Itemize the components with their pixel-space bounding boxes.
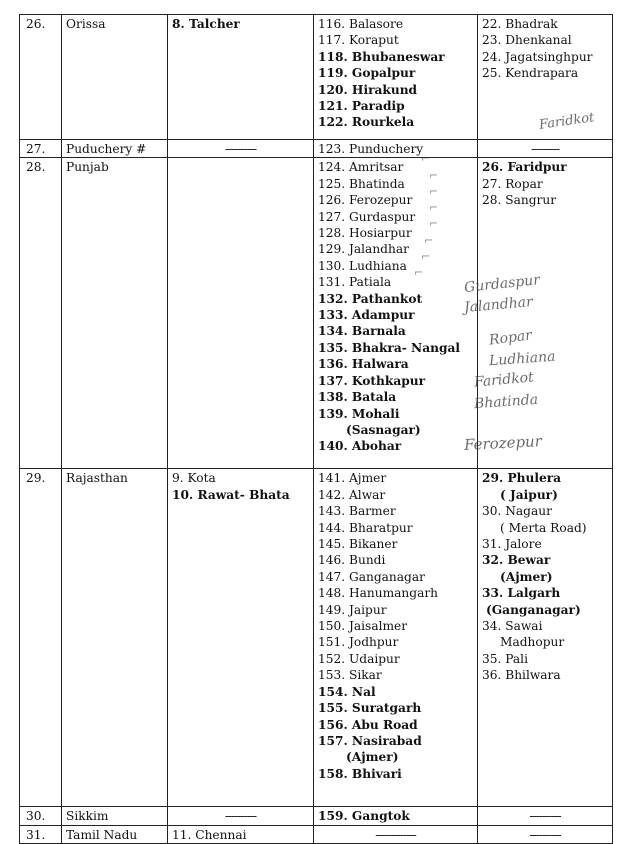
col4-cell (314, 825, 478, 843)
col4-entry: 118. Bhubaneswar (318, 49, 445, 64)
col5-entry: 36. Bhilwara (482, 668, 561, 683)
col4-entry: 139. Mohali (318, 406, 400, 421)
col3-entry: ---------- (224, 142, 257, 156)
state-name-cell: Rajasthan (62, 469, 168, 807)
col4-entry: 117. Koraput (318, 33, 399, 48)
col5-entry: 28. Sangrur (482, 193, 557, 208)
handwriting-note-2: Jalandhar (463, 294, 534, 316)
col4-entry: 150. Jaisalmer (318, 619, 408, 634)
col5-entry: 31. Jalore (482, 537, 542, 552)
col5-entry: ---------- (529, 809, 561, 824)
col4-entry: 158. Bhivari (318, 766, 402, 781)
tick-mark: ⌐ (429, 201, 439, 214)
col5-cell (478, 469, 613, 807)
col4-entry: 148. Hanumangarh (318, 586, 439, 601)
col5-entry: --------- (530, 142, 560, 156)
col5-entry: 29. Phulera (482, 471, 562, 486)
handwriting-note-5: Faridkot (473, 369, 535, 391)
col3-entry: ---------- (224, 809, 257, 824)
col4-entry: 153. Sikar (318, 668, 382, 683)
handwriting-faridkot: Faridkot (538, 110, 596, 133)
col5-entry: 22. Bhadrak (482, 17, 558, 31)
col5-entry: 27. Ropar (482, 176, 543, 191)
handwriting-note-1: Gurdaspur (463, 272, 541, 296)
table-row (20, 469, 613, 807)
col5-entry: Madhopur (500, 635, 565, 650)
tick-mark: ⌐ (429, 169, 439, 182)
tick-mark: ⌐ (429, 217, 439, 230)
col5-entry: 24. Jagatsinghpur (482, 49, 593, 64)
state-station-table (19, 14, 613, 844)
col3-cell (168, 158, 314, 469)
col4-entry: 129. Jalandhar (318, 242, 409, 257)
col4-entry: 132. Pathankot (318, 291, 423, 306)
col5-entry: 30. Nagaur (482, 504, 552, 519)
col3-cell (168, 469, 314, 807)
col4-entry: 145. Bikaner (318, 537, 398, 552)
col4-entry: 155. Suratgarh (318, 701, 422, 716)
col5-entry: ( Jaipur) (500, 487, 558, 502)
col4-entry: 128. Hosiarpur (318, 226, 412, 241)
col4-entry: 127. Gurdaspur (318, 209, 416, 224)
col4-entry: 146. Bundi (318, 553, 386, 568)
table-row (20, 158, 613, 469)
serial-number-cell: 29. (20, 469, 62, 807)
col4-entry: 119. Gopalpur (318, 66, 416, 81)
col5-cell (478, 807, 613, 825)
table-row (20, 825, 613, 843)
col4-entry: 135. Bhakra- Nangal (318, 340, 460, 355)
col4-entry: 142. Alwar (318, 487, 386, 502)
col5-entry: 25. Kendrapara (482, 66, 579, 81)
col4-entry: 159. Gangtok (318, 809, 410, 824)
col4-entry: 141. Ajmer (318, 471, 387, 486)
col5-entry: ---------- (529, 827, 561, 842)
col4-entry: ------------- (375, 827, 416, 842)
col4-entry: 143. Barmer (318, 504, 396, 519)
col4-entry: 156. Abu Road (318, 717, 418, 732)
col4-entry: 123. Punduchery (318, 142, 424, 156)
col5-entry: 26. Faridpur (482, 160, 567, 175)
col4-entry: 125. Bhatinda (318, 176, 405, 191)
col4-entry: 140. Abohar (318, 439, 402, 454)
col4-cell (314, 158, 478, 469)
col4-entry: 138. Batala (318, 390, 397, 405)
col5-cell (478, 140, 613, 158)
table-row (20, 807, 613, 825)
col4-entry: 157. Nasirabad (318, 733, 422, 748)
col4-entry: 152. Udaipur (318, 651, 400, 666)
col5-entry: ( Merta Road) (500, 520, 587, 535)
serial-number-cell: 30. (20, 807, 62, 825)
col5-entry: 35. Pali (482, 651, 528, 666)
col3-entry: 10. Rawat- Bhata (172, 487, 290, 502)
col5-cell (478, 825, 613, 843)
col5-entry: 32. Bewar (482, 553, 551, 568)
serial-number-cell: 28. (20, 158, 62, 469)
col5-entry: (Ajmer) (500, 569, 553, 584)
col4-entry: 131. Patiala (318, 275, 392, 290)
col4-entry: 149. Jaipur (318, 602, 387, 617)
handwriting-note-4: Ludhiana (488, 348, 556, 370)
tick-mark: ⌐ (429, 185, 439, 198)
col4-cell (314, 15, 478, 140)
col3-cell (168, 825, 314, 843)
serial-number-cell: 31. (20, 825, 62, 843)
col5-entry: 23. Dhenkanal (482, 33, 572, 48)
col4-entry: 116. Balasore (318, 17, 404, 31)
col4-entry: (Sasnagar) (346, 422, 421, 437)
col4-entry: 121. Paradip (318, 99, 405, 114)
state-name-cell: Orissa (62, 15, 168, 140)
state-name-cell: Tamil Nadu (62, 825, 168, 843)
tick-mark: ⌐ (421, 250, 431, 263)
col3-entry: 8. Talcher (172, 17, 240, 31)
col4-entry: 126. Ferozepur (318, 193, 413, 208)
col4-entry: 147. Ganganagar (318, 569, 425, 584)
col4-entry: 124. Amritsar (318, 160, 404, 175)
col4-entry: 120. Hirakund (318, 82, 418, 97)
col4-entry: 154. Nal (318, 684, 376, 699)
col4-entry: 137. Kothkapur (318, 373, 426, 388)
col4-entry: (Ajmer) (346, 750, 399, 765)
col4-cell (314, 807, 478, 825)
document-page (19, 14, 612, 842)
state-name-cell: Sikkim (62, 807, 168, 825)
tick-mark: ⌐ (414, 266, 424, 279)
tick-mark: ⌐ (424, 234, 434, 247)
table-row (20, 140, 613, 158)
col5-entry: 33. Lalgarh (482, 586, 561, 601)
col4-entry: 144. Bharatpur (318, 520, 413, 535)
col3-entry: 11. Chennai (172, 827, 247, 842)
col4-entry: 136. Halwara (318, 357, 409, 372)
serial-number-cell: 27. (20, 140, 62, 158)
col4-cell (314, 469, 478, 807)
col4-entry: 133. Adampur (318, 308, 415, 323)
state-name-cell: Punjab (62, 158, 168, 469)
state-name-cell: Puduchery # (62, 140, 168, 158)
col3-cell (168, 140, 314, 158)
col4-cell (314, 140, 478, 158)
serial-number-cell: 26. (20, 15, 62, 140)
col3-cell (168, 807, 314, 825)
col4-entry: 122. Rourkela (318, 115, 415, 130)
col5-entry: 34. Sawai (482, 619, 543, 634)
tick-mark: ⌐ (421, 152, 431, 165)
col3-entry: 9. Kota (172, 471, 216, 486)
handwriting-note-6: Bhatinda (473, 391, 539, 413)
col3-cell (168, 15, 314, 140)
col4-entry: 151. Jodhpur (318, 635, 399, 650)
table-row (20, 15, 613, 140)
handwriting-note-7: Ferozepur (463, 431, 543, 455)
col4-entry: 134. Barnala (318, 324, 406, 339)
col5-cell (478, 158, 613, 469)
col5-entry: (Ganganagar) (486, 602, 581, 617)
handwriting-note-3: Ropar (488, 327, 533, 349)
col4-entry: 130. Ludhiana (318, 258, 407, 273)
